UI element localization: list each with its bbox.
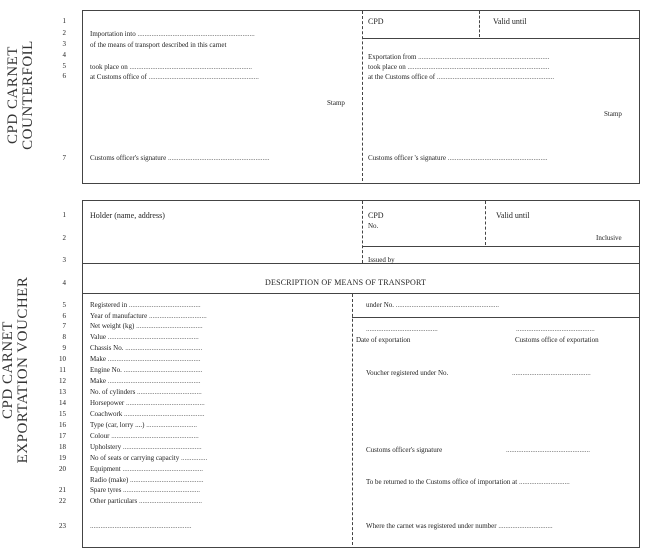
- importation-into-label: Importation into: [90, 30, 136, 38]
- field-label: Year of manufacture: [90, 312, 148, 320]
- holder-label: Holder (name, address): [90, 211, 165, 220]
- voucher-underno-rule: [352, 317, 639, 318]
- voucher-registered-dots: .............................................: [512, 369, 591, 377]
- counterfoil-right-rule: [362, 38, 639, 39]
- field-dotline: .............................................: [121, 443, 202, 451]
- counterfoil-row-num: 4: [62, 51, 66, 59]
- voucher-valid-until-label: Valid until: [496, 211, 530, 220]
- date-dotline: .........................................: [366, 325, 438, 333]
- field-number: 18: [59, 443, 66, 451]
- field-row: [90, 322, 203, 330]
- counterfoil-side-label: [6, 30, 40, 160]
- customs-office-exportation-label: Customs office of exportation: [515, 336, 599, 344]
- field-dotline: .............................................: [121, 366, 203, 374]
- field-label: No of seats or carrying capacity: [90, 454, 180, 462]
- voucher-lower-divider: [352, 294, 353, 545]
- field-number: 20: [59, 465, 66, 473]
- customs-office-left-label: at Customs office of: [90, 73, 147, 81]
- field-number: 17: [59, 432, 66, 440]
- voucher-label-line2: EXPORTATION VOUCHER: [15, 276, 31, 464]
- field-label: Value: [90, 333, 106, 341]
- field-row: [90, 497, 202, 505]
- field-dotline: .....................................................: [105, 355, 201, 363]
- counterfoil-row-num: 5: [62, 62, 66, 70]
- field-label: Engine No.: [90, 366, 122, 374]
- field-number: 7: [62, 322, 66, 330]
- field-row: [90, 432, 199, 440]
- customs-office-right-label: at the Customs office of: [368, 73, 436, 81]
- field-number: 19: [59, 454, 66, 462]
- officer-sig-dots: ................................................: [506, 446, 590, 454]
- field-row: [90, 421, 197, 429]
- field-label: Make: [90, 377, 106, 385]
- description-title: DESCRIPTION OF MEANS OF TRANSPORT: [265, 278, 427, 287]
- counterfoil-label-line2: COUNTERFOIL: [20, 40, 36, 150]
- field-number: 14: [59, 399, 66, 407]
- field-row: [90, 344, 202, 352]
- field-label: Colour: [90, 432, 110, 440]
- counterfoil-valid-until-label: Valid until: [493, 17, 527, 26]
- counterfoil-row-num: 1: [62, 17, 66, 25]
- field-dotline: ..............................................: [120, 465, 203, 473]
- field-row: [90, 443, 202, 451]
- field-number: 8: [62, 333, 66, 341]
- inclusive-label: Inclusive: [596, 234, 622, 242]
- field-number: 21: [59, 486, 66, 494]
- stamp-left: Stamp: [327, 99, 345, 107]
- voucher-row-num: 2: [62, 234, 66, 242]
- field-dotline: ............................................: [123, 344, 203, 352]
- field-label: Spare tyres: [90, 486, 122, 494]
- field-row: [90, 399, 205, 407]
- field-row: [90, 312, 207, 320]
- field-row: [90, 476, 204, 484]
- field-row: [90, 388, 202, 396]
- field-dotline: ......................................: [134, 322, 203, 330]
- under-no-label: under No.: [366, 301, 394, 309]
- voucher-label-line1: CPD CARNET: [0, 321, 16, 419]
- stamp-right: Stamp: [604, 110, 622, 118]
- field-number: 12: [59, 377, 66, 385]
- field-dotline: ..................................................: [109, 432, 199, 440]
- field-label: Registered in: [90, 301, 128, 309]
- field-dotline: ....................................................: [105, 333, 199, 341]
- voucher-cpd-label: CPD: [368, 211, 384, 220]
- field-row: [90, 454, 207, 462]
- field-label: Type (car, lorry ....): [90, 421, 145, 429]
- office-dotline: .............................................: [516, 325, 595, 333]
- voucher-cpd-rule: [362, 246, 639, 247]
- field-dotline: .....................................................: [105, 377, 201, 385]
- field-number: 11: [59, 366, 66, 374]
- field-dotline: ....................................: [137, 497, 202, 505]
- where-registered-label: Where the carnet was registered under number: [366, 522, 497, 530]
- counterfoil-divider: [362, 11, 363, 181]
- voucher-row-num: 1: [62, 211, 66, 219]
- voucher-cpd-no-label: No.: [368, 222, 379, 230]
- field-dotline: .........................................: [127, 301, 201, 309]
- voucher-side-label: [1, 270, 35, 470]
- counterfoil-row-num: 7: [62, 154, 66, 162]
- field-label: Horsepower: [90, 399, 125, 407]
- field-dotline: .............................: [144, 421, 197, 429]
- voucher-cpd-divider: [485, 201, 486, 245]
- voucher-description-rule: [83, 293, 639, 294]
- voucher-top-divider: [362, 201, 363, 263]
- counterfoil-row-num: 2: [62, 29, 66, 37]
- field-number: 15: [59, 410, 66, 418]
- field-label: Net weight (kg): [90, 322, 135, 330]
- means-of-transport-label: of the means of transport described in this carnet: [90, 41, 227, 49]
- field-label: Radio (make): [90, 476, 129, 484]
- field-dotline: ..........................................................: [90, 522, 192, 530]
- field-label: Equipment: [90, 465, 121, 473]
- issued-by-label: Issued by: [368, 256, 395, 264]
- counterfoil-row-num: 3: [62, 40, 66, 48]
- field-dotline: .....................................: [135, 388, 202, 396]
- field-label: Other particulars: [90, 497, 138, 505]
- field-row: [90, 333, 199, 341]
- field-number: 16: [59, 421, 66, 429]
- field-row: [90, 377, 200, 385]
- counterfoil-row-num: 6: [62, 72, 66, 80]
- field-dotline: .................................: [147, 312, 207, 320]
- officer-sig-left-label: Customs officer's signature: [90, 154, 167, 162]
- field-row: [90, 465, 203, 473]
- field-dotline: ..............................................: [122, 410, 205, 418]
- counterfoil-label-line1: CPD CARNET: [5, 46, 21, 144]
- counterfoil-cpd-divider: [479, 11, 480, 37]
- field-number: 23: [59, 522, 66, 530]
- date-of-exportation-label: Date of exportation: [356, 336, 411, 344]
- took-place-on-left-label: took place on: [90, 63, 128, 71]
- field-row: [90, 301, 201, 309]
- field-label: Chassis No.: [90, 344, 124, 352]
- field-number: 10: [59, 355, 66, 363]
- counterfoil-cpd-label: CPD: [368, 17, 384, 26]
- field-number: 9: [62, 344, 66, 352]
- voucher-issued-rule: [83, 263, 639, 264]
- field-label: Coachwork: [90, 410, 123, 418]
- voucher-registered-label: Voucher registered under No.: [366, 369, 449, 377]
- field-number: 6: [62, 312, 66, 320]
- field-dotline: .............................................: [124, 399, 205, 407]
- voucher-row-num: 4: [62, 279, 66, 287]
- field-number: 5: [62, 301, 66, 309]
- field-row: [90, 366, 202, 374]
- field-label: No. of cylinders: [90, 388, 136, 396]
- exportation-from-label: Exportation from: [368, 53, 417, 61]
- field-dotline: ..........................................: [128, 476, 204, 484]
- field-row: [90, 355, 200, 363]
- field-row: [90, 522, 192, 530]
- field-row: [90, 410, 205, 418]
- officer-sig-label: Customs officer's signature: [366, 446, 443, 454]
- voucher-row-num: 3: [62, 256, 66, 264]
- field-label: Make: [90, 355, 106, 363]
- field-number: 13: [59, 388, 66, 396]
- field-dotline: ...............: [179, 454, 208, 462]
- field-label: Upholstery: [90, 443, 122, 451]
- field-row: [90, 486, 200, 494]
- return-to-label: To be returned to the Customs office of importation at: [366, 478, 518, 486]
- took-place-on-right-label: took place on: [368, 63, 406, 71]
- field-number: 22: [59, 497, 66, 505]
- field-dotline: ............................................: [121, 486, 201, 494]
- officer-sig-right-label: Customs officer 's signature: [368, 154, 446, 162]
